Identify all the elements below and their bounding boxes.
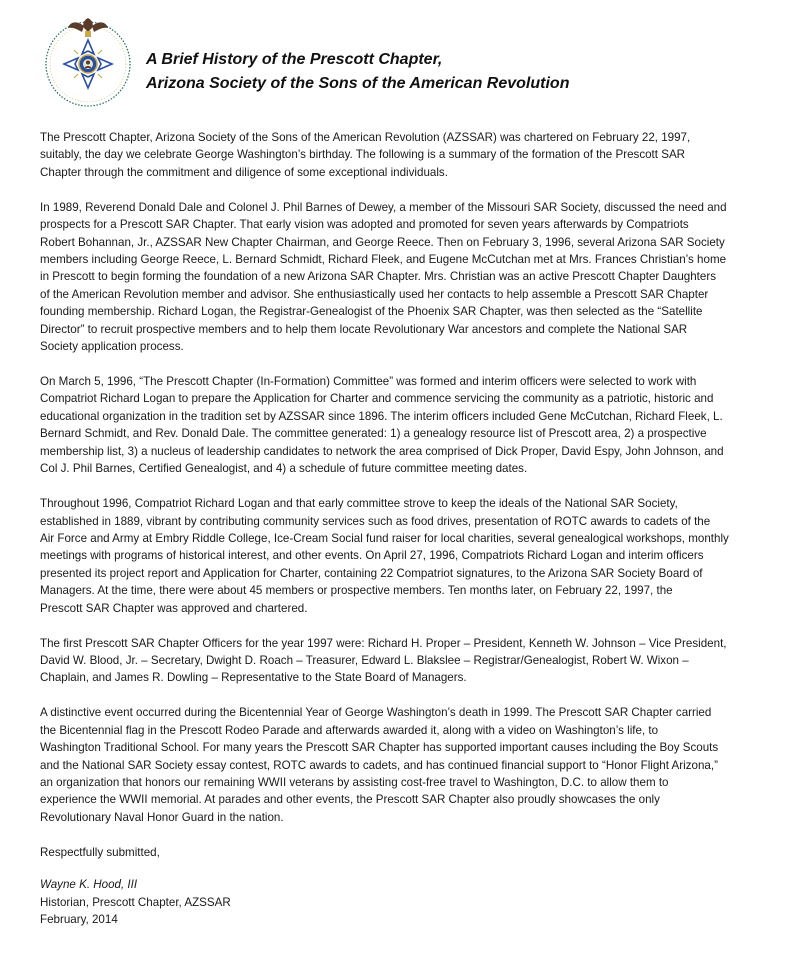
text-line: Air Force and Army at Embry Riddle College, Ice-Cream Social fund raiser for local charities, several genealogical workshops, monthly (40, 531, 729, 545)
signature-name: Wayne K. Hood, III (40, 878, 138, 892)
document-title (146, 48, 569, 96)
text-line: prospects for a Prescott SAR Chapter. That early vision was adopted and promoted for seven years afterwards by Compatriots (40, 218, 689, 232)
text-line: presented its project report and Application for Charter, containing 22 Compatriot signatures, to the Arizona SAR Society Board of (40, 566, 703, 580)
text-line: educational organization in the tradition set by AZSSAR since 1896. The interim officers included Gene McCutchan, Richard Fleek, L. (40, 409, 723, 423)
document-body (40, 129, 780, 928)
text-line: On March 5, 1996, “The Prescott Chapter (In-Formation) Committee” was formed and interim officers were selected to work with (40, 375, 697, 389)
signature-date: February, 2014 (40, 913, 118, 926)
text-line: In 1989, Reverend Donald Dale and Colonel J. Phil Barnes of Dewey, a member of the Missouri SAR Society, discussed the need and (40, 200, 727, 214)
signature-block (40, 876, 780, 928)
text-line: Throughout 1996, Compatriot Richard Logan and that early committee strove to keep the ideals of the National SAR Society, (40, 497, 678, 511)
text-line: Compatriot Richard Logan to prepare the Application for Charter and commence servicing the community as a patriotic, historic and (40, 392, 714, 406)
text-line: A distinctive event occurred during the Bicentennial Year of George Washington’s death in 1999. The Prescott SAR Chapter carried (40, 706, 712, 720)
text-line: experience the WWII memorial. At parades and other events, the Prescott SAR Chapter also proudly showcases the only (40, 793, 660, 807)
text-line: Chaplain, and James R. Dowling – Representative to the State Board of Managers. (40, 671, 467, 685)
paragraph-1996-activities (40, 495, 780, 617)
text-line: the Bicentennial flag in the Prescott Rodeo Parade and afterwards awarded it, along with a video on Washington’s life, to (40, 723, 659, 737)
text-line: Revolutionary Naval Honor Guard in the nation. (40, 810, 284, 824)
paragraph-bicentennial (40, 704, 780, 826)
sar-emblem-logo (38, 10, 138, 110)
text-line: established in 1889, vibrant by contributing community services such as food drives, presentation of ROTC awards to cadets of the (40, 514, 711, 528)
text-line: and the National SAR Society essay contest, ROTC awards to cadets, and has continued financial support to “Honor Flight Arizona,” (40, 758, 718, 772)
text-line: David W. Blood, Jr. – Secretary, Dwight D. Roach – Treasurer, Edward L. Blakslee – Registrar/Genealogist, Robert W. Wixon – (40, 653, 689, 667)
text-line: Society application process. (40, 340, 184, 354)
text-line: meetings with programs of historical interest, and other events. On April 27, 1996, Compatriots Richard Logan and interim officers (40, 549, 704, 563)
text-line: suitably, the day we celebrate George Washington’s birthday. The following is a summary of the formation of the Prescott SAR (40, 148, 686, 162)
text-line: Washington Traditional School. For many years the Prescott SAR Chapter has supported important causes including the Boy Scouts (40, 741, 719, 755)
text-line: Col J. Phil Barnes, Certified Genealogist, and 4) a schedule of future committee meeting dates. (40, 462, 528, 476)
text-line: founding membership. Richard Logan, the Registrar-Genealogist of the Phoenix SAR Chapter, was then selected as the “Satellite (40, 305, 703, 319)
text-line: Robert Bohannan, Jr., AZSSAR New Chapter Chairman, and George Reece. Then on February 3, 1996, several Arizona SAR Society (40, 235, 725, 249)
text-line: in Prescott to begin forming the foundation of a new Arizona SAR Chapter. Mrs. Christian was an active Prescott Chapter Daughters (40, 270, 717, 284)
text-line: Prescott SAR Chapter was approved and chartered. (40, 601, 308, 615)
text-line: Bernard Schmidt, and Rev. Donald Dale. The committee generated: 1) a genealogy resource list of Prescott area, 2) a prospective (40, 427, 707, 441)
closing-line: Respectfully submitted, (40, 845, 160, 859)
text-line: The Prescott Chapter, Arizona Society of the Sons of the American Revolution (AZSSAR) was chartered on February 22, 1997, (40, 131, 691, 144)
paragraph-chartering (40, 129, 780, 181)
text-line: Managers. At the time, there were about 45 members or prospective members. Ten months later, on February 22, 1997, the (40, 584, 673, 598)
text-line: Chapter through the commitment and diligence of some exceptional individuals. (40, 165, 448, 179)
text-line: membership list, 3) a nucleus of leadership candidates to network the area comprised of Dick Proper, David Espy, John Johnson, and (40, 444, 724, 458)
text-line: The first Prescott SAR Chapter Officers for the year 1997 were: Richard H. Proper – President, Kenneth W. Johnson – Vice President, (40, 636, 727, 650)
paragraph-first-officers (40, 635, 780, 687)
title-line-2: Arizona Society of the Sons of the American Revolution (146, 75, 570, 92)
text-line: members including George Reece, L. Bernard Schmidt, Richard Fleek, and Eugene McCutchan met at Mrs. Frances Christian’s home (40, 253, 727, 267)
title-line-1: A Brief History of the Prescott Chapter, (146, 51, 443, 68)
paragraph-committee (40, 373, 780, 477)
paragraph-early-vision (40, 199, 780, 356)
signature-title: Historian, Prescott Chapter, AZSSAR (40, 895, 231, 909)
text-line: Director” to recruit prospective members and to help them locate Revolutionary War ancestors and complete the National SAR (40, 322, 688, 336)
text-line: an organization that honors our remaining WWII veterans by assisting cost-free travel to Washington, D.C. to allow them to (40, 775, 669, 789)
text-line: of the American Revolution member and advisor. She enthusiastically used her contacts to help assemble a Prescott SAR Chapter (40, 287, 709, 301)
